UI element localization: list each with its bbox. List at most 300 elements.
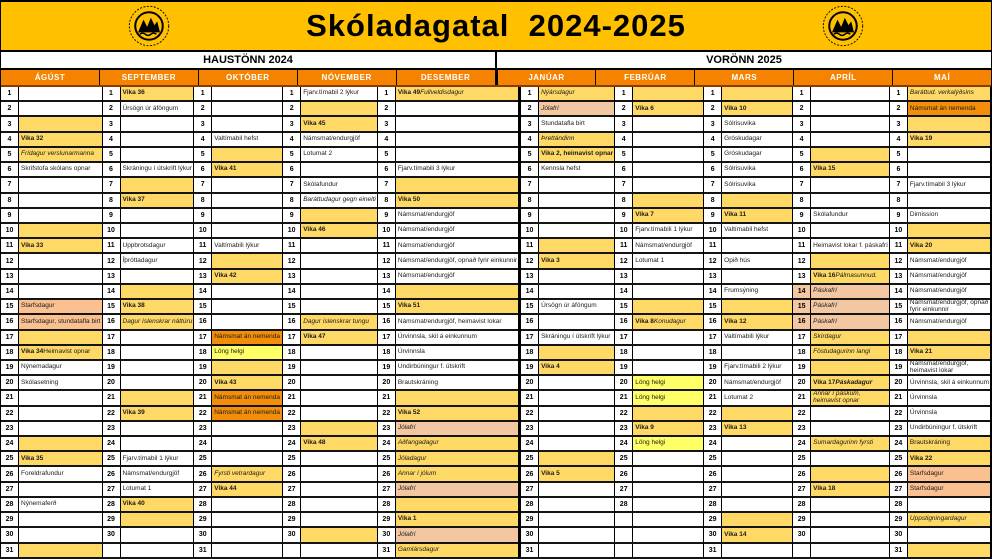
day-row xyxy=(103,315,194,330)
day-number: 2 xyxy=(793,102,811,115)
day-row xyxy=(103,148,194,163)
day-row xyxy=(194,270,282,285)
day-row xyxy=(103,209,194,224)
day-event-cell xyxy=(908,148,990,161)
day-number: 21 xyxy=(793,391,811,404)
day-number: 17 xyxy=(1,331,19,344)
day-row xyxy=(103,163,194,178)
day-event-cell: Vika 41 xyxy=(212,163,282,176)
day-event-cell xyxy=(539,178,614,191)
day-event-cell: Jóladagur xyxy=(396,452,518,465)
day-number: 30 xyxy=(1,528,19,541)
day-number: 12 xyxy=(521,254,539,267)
day-number: 2 xyxy=(103,102,121,115)
month-header-9: APRÍL xyxy=(794,70,893,85)
day-event-cell xyxy=(633,407,703,420)
day-row xyxy=(1,437,102,452)
day-number: 13 xyxy=(283,270,301,283)
day-row xyxy=(283,133,377,148)
day-event-cell xyxy=(539,528,614,541)
day-row xyxy=(194,194,282,209)
day-number: 31 xyxy=(194,544,212,557)
day-number: 26 xyxy=(521,467,539,480)
day-event-cell: Valtímabili lýkur xyxy=(212,239,282,252)
day-number: 13 xyxy=(194,270,212,283)
day-row xyxy=(1,209,102,224)
day-event-cell: Námsmat/endurgjöf xyxy=(396,270,518,283)
day-row xyxy=(1,467,102,482)
day-row xyxy=(194,391,282,406)
day-number: 3 xyxy=(194,117,212,130)
day-number: 12 xyxy=(704,254,722,267)
day-row xyxy=(194,513,282,528)
month-column-5 xyxy=(378,87,519,559)
day-row xyxy=(103,376,194,391)
day-number: 30 xyxy=(103,528,121,541)
day-number: 15 xyxy=(283,300,301,313)
day-row xyxy=(283,270,377,285)
day-number: 30 xyxy=(704,528,722,541)
day-number: 3 xyxy=(704,117,722,130)
day-number: 16 xyxy=(890,315,908,328)
day-number: 11 xyxy=(615,239,633,252)
day-event-cell xyxy=(121,331,194,344)
day-number: 29 xyxy=(378,513,396,526)
day-row xyxy=(103,133,194,148)
day-number: 26 xyxy=(615,467,633,480)
day-number: 3 xyxy=(890,117,908,130)
day-number: 10 xyxy=(890,224,908,237)
day-number: 30 xyxy=(890,528,908,541)
day-row xyxy=(890,361,990,376)
day-event-cell: Nýnemadagur xyxy=(19,361,102,374)
day-row xyxy=(615,331,703,346)
day-row xyxy=(793,437,889,452)
day-row xyxy=(283,163,377,178)
day-number: 19 xyxy=(615,361,633,374)
day-row xyxy=(793,254,889,269)
day-row xyxy=(890,544,990,559)
day-row xyxy=(1,361,102,376)
day-number: 6 xyxy=(103,163,121,176)
day-row xyxy=(890,407,990,422)
day-row xyxy=(704,315,792,330)
day-row xyxy=(890,376,990,391)
day-row xyxy=(521,422,614,437)
day-row xyxy=(378,148,518,163)
day-row xyxy=(194,163,282,178)
day-number: 28 xyxy=(521,498,539,511)
day-row xyxy=(194,133,282,148)
day-row xyxy=(793,544,889,559)
day-event-cell xyxy=(722,194,792,207)
day-event-cell xyxy=(121,285,194,298)
day-row xyxy=(283,376,377,391)
day-number: 22 xyxy=(283,407,301,420)
day-number: 9 xyxy=(194,209,212,222)
day-number: 29 xyxy=(521,513,539,526)
day-event-cell: Lotumat 1 xyxy=(633,254,703,267)
day-number xyxy=(615,513,633,526)
day-event-cell: Vika 51 xyxy=(396,300,518,313)
day-row xyxy=(793,331,889,346)
school-logo-icon xyxy=(127,4,171,48)
day-event-cell xyxy=(396,148,518,161)
day-row xyxy=(704,270,792,285)
day-row xyxy=(194,376,282,391)
day-row xyxy=(615,87,703,102)
day-number xyxy=(615,528,633,541)
day-row xyxy=(615,528,703,543)
day-number: 18 xyxy=(378,346,396,359)
day-event-cell: Námsmat/endurgjöf xyxy=(396,239,518,252)
day-number: 25 xyxy=(890,452,908,465)
day-event-cell xyxy=(301,285,377,298)
day-number: 7 xyxy=(1,178,19,191)
day-number: 9 xyxy=(283,209,301,222)
day-row xyxy=(194,528,282,543)
day-number: 8 xyxy=(521,194,539,207)
day-row xyxy=(793,422,889,437)
day-event-cell: Vika 5 xyxy=(539,467,614,480)
day-event-cell xyxy=(811,452,889,465)
day-row xyxy=(103,361,194,376)
day-number: 1 xyxy=(378,87,396,100)
day-row xyxy=(793,346,889,361)
day-number: 17 xyxy=(793,331,811,344)
day-row xyxy=(283,209,377,224)
day-event-cell: Starfsdagur xyxy=(908,483,990,496)
day-row xyxy=(283,315,377,330)
day-number: 8 xyxy=(378,194,396,207)
day-event-cell: Vika 40 xyxy=(121,498,194,511)
day-number: 25 xyxy=(103,452,121,465)
day-row xyxy=(793,178,889,193)
day-number: 18 xyxy=(1,346,19,359)
day-row xyxy=(521,528,614,543)
day-event-cell xyxy=(539,285,614,298)
day-row xyxy=(1,544,102,559)
day-row xyxy=(890,133,990,148)
day-row xyxy=(704,331,792,346)
day-event-cell: Námsmat án nemenda xyxy=(212,331,282,344)
day-event-cell: Skólafundur xyxy=(811,209,889,222)
day-number: 28 xyxy=(378,498,396,511)
day-number: 4 xyxy=(194,133,212,146)
day-event-cell xyxy=(811,498,889,511)
day-event-cell: Skráningu í útskrift lýkur xyxy=(121,163,194,176)
day-row xyxy=(283,437,377,452)
day-row xyxy=(615,498,703,513)
day-event-cell xyxy=(19,407,102,420)
day-row xyxy=(615,376,703,391)
day-number: 7 xyxy=(378,178,396,191)
day-event-cell: Námsmat/endurgjöf xyxy=(121,467,194,480)
day-event-cell: Vika 12 xyxy=(722,315,792,328)
day-event-cell xyxy=(633,361,703,374)
day-number: 12 xyxy=(615,254,633,267)
day-row xyxy=(194,452,282,467)
day-number: 12 xyxy=(378,254,396,267)
day-row xyxy=(615,148,703,163)
day-row xyxy=(521,331,614,346)
day-row xyxy=(704,178,792,193)
day-event-cell xyxy=(19,224,102,237)
day-event-cell xyxy=(539,224,614,237)
day-number: 29 xyxy=(890,513,908,526)
day-row xyxy=(521,315,614,330)
day-row xyxy=(704,361,792,376)
day-event-cell xyxy=(722,437,792,450)
day-row xyxy=(283,194,377,209)
day-number: 12 xyxy=(103,254,121,267)
day-event-cell xyxy=(633,178,703,191)
day-row xyxy=(1,376,102,391)
day-event-cell xyxy=(212,254,282,267)
day-event-cell xyxy=(212,437,282,450)
day-row xyxy=(283,391,377,406)
day-event-cell: Vika 2, heimavist opnar xyxy=(539,148,614,161)
day-row xyxy=(890,285,990,300)
day-event-cell xyxy=(301,361,377,374)
day-row xyxy=(283,254,377,269)
day-event-cell xyxy=(301,163,377,176)
day-number: 25 xyxy=(704,452,722,465)
day-row xyxy=(521,270,614,285)
month-column-10 xyxy=(890,87,991,559)
day-event-cell xyxy=(396,498,518,511)
day-number: 6 xyxy=(1,163,19,176)
day-row xyxy=(615,117,703,132)
day-number: 7 xyxy=(793,178,811,191)
day-row xyxy=(378,407,518,422)
day-row xyxy=(103,270,194,285)
day-row xyxy=(704,117,792,132)
day-event-cell xyxy=(19,513,102,526)
day-number: 21 xyxy=(890,391,908,404)
day-row xyxy=(378,544,518,559)
day-event-cell xyxy=(722,270,792,283)
day-event-cell xyxy=(811,87,889,100)
day-event-cell: Dagur íslenskrar náttúru xyxy=(121,315,194,328)
day-event-cell: Námsmat/endurgjöf xyxy=(908,254,990,267)
day-event-cell: Vika 44 xyxy=(212,483,282,496)
day-event-cell xyxy=(811,254,889,267)
day-number: 26 xyxy=(283,467,301,480)
day-row xyxy=(283,407,377,422)
day-number: 21 xyxy=(378,391,396,404)
day-number: 19 xyxy=(1,361,19,374)
month-header-10: MAÍ xyxy=(934,73,951,82)
day-number: 1 xyxy=(890,87,908,100)
day-number: 8 xyxy=(103,194,121,207)
day-event-cell xyxy=(539,194,614,207)
day-number: 24 xyxy=(103,437,121,450)
day-number: 16 xyxy=(704,315,722,328)
day-event-cell xyxy=(908,544,990,557)
day-number: 25 xyxy=(793,452,811,465)
day-number: 18 xyxy=(521,346,539,359)
day-number: 7 xyxy=(521,178,539,191)
day-row xyxy=(793,133,889,148)
day-number: 30 xyxy=(283,528,301,541)
day-row xyxy=(615,163,703,178)
day-number: 17 xyxy=(378,331,396,344)
day-row xyxy=(704,376,792,391)
day-number: 17 xyxy=(704,331,722,344)
day-event-cell xyxy=(396,102,518,115)
day-event-cell xyxy=(539,239,614,252)
month-column-8 xyxy=(704,87,793,559)
day-number: 28 xyxy=(283,498,301,511)
day-row xyxy=(103,224,194,239)
day-event-cell: Þrettándinn xyxy=(539,133,614,146)
day-number: 24 xyxy=(378,437,396,450)
day-number: 17 xyxy=(194,331,212,344)
day-event-cell: Skráningu í útskrift lýkur xyxy=(539,331,614,344)
day-row xyxy=(793,513,889,528)
day-event-cell xyxy=(19,544,102,557)
day-row xyxy=(283,239,377,254)
day-number: 13 xyxy=(1,270,19,283)
day-event-cell: Fjarv.tímabili 3 lýkur xyxy=(396,163,518,176)
day-event-cell: Foreldrafundur xyxy=(19,467,102,480)
day-row xyxy=(521,194,614,209)
day-row xyxy=(283,528,377,543)
day-number: 9 xyxy=(103,209,121,222)
day-row xyxy=(793,483,889,498)
month-header-3: OKTÓBER xyxy=(199,70,298,85)
day-event-cell xyxy=(722,300,792,313)
day-event-cell: Vika 8 Konudagur xyxy=(633,315,703,328)
day-event-cell: Námsmat án nemenda xyxy=(212,391,282,404)
day-number: 16 xyxy=(378,315,396,328)
day-row xyxy=(890,178,990,193)
day-number: 6 xyxy=(283,163,301,176)
day-event-cell: Starfsdagur xyxy=(908,467,990,480)
day-event-cell xyxy=(539,391,614,404)
day-event-cell: Fjarv.tímabili 1 lýkur xyxy=(633,224,703,237)
day-event-cell: Gamlársdagur xyxy=(396,544,518,557)
day-event-cell: Valtímabil hefst xyxy=(212,133,282,146)
day-number: 5 xyxy=(890,148,908,161)
day-row xyxy=(615,422,703,437)
day-row xyxy=(521,87,614,102)
day-event-cell xyxy=(722,467,792,480)
day-row xyxy=(283,452,377,467)
day-number: 12 xyxy=(1,254,19,267)
day-number: 25 xyxy=(1,452,19,465)
day-event-cell xyxy=(539,437,614,450)
day-event-cell: Skólasetning xyxy=(19,376,102,389)
day-row xyxy=(194,544,282,559)
day-number: 21 xyxy=(283,391,301,404)
day-row xyxy=(890,224,990,239)
day-event-cell: Starfsdagur xyxy=(19,300,102,313)
day-row xyxy=(103,331,194,346)
day-number: 4 xyxy=(283,133,301,146)
day-row xyxy=(283,498,377,513)
day-number: 7 xyxy=(194,178,212,191)
day-number: 23 xyxy=(890,422,908,435)
day-row xyxy=(793,270,889,285)
day-number: 28 xyxy=(704,498,722,511)
day-event-cell xyxy=(633,285,703,298)
day-number: 27 xyxy=(283,483,301,496)
page-title: Skóladagatal 2024-2025 xyxy=(306,8,686,43)
day-event-cell: Fjarv.tímabili 2 lýkur xyxy=(722,361,792,374)
day-event-cell xyxy=(301,391,377,404)
day-number: 5 xyxy=(615,148,633,161)
day-number: 26 xyxy=(793,467,811,480)
day-row xyxy=(103,239,194,254)
day-event-cell: Vika 33 xyxy=(19,239,102,252)
day-row xyxy=(283,422,377,437)
day-number: 20 xyxy=(793,376,811,389)
day-event-cell: Brautskráning xyxy=(908,437,990,450)
day-event-cell xyxy=(19,483,102,496)
day-row xyxy=(615,437,703,452)
day-row xyxy=(378,315,518,330)
day-event-cell: Námsmat/endurgjöf, opnað fyrir einkunnir xyxy=(909,300,989,313)
day-row xyxy=(283,87,377,102)
day-row xyxy=(103,483,194,498)
day-row xyxy=(793,467,889,482)
day-number: 25 xyxy=(378,452,396,465)
day-event-cell: Vika 42 xyxy=(212,270,282,283)
day-row xyxy=(521,148,614,163)
day-number xyxy=(103,544,121,557)
day-number: 23 xyxy=(103,422,121,435)
day-event-cell: Vika 19 xyxy=(908,133,990,146)
day-number: 27 xyxy=(521,483,539,496)
day-row xyxy=(890,102,990,117)
day-row xyxy=(378,498,518,513)
day-number: 4 xyxy=(890,133,908,146)
day-number: 27 xyxy=(615,483,633,496)
day-row xyxy=(194,407,282,422)
day-number: 16 xyxy=(521,315,539,328)
day-row xyxy=(283,361,377,376)
day-row xyxy=(378,467,518,482)
day-row xyxy=(103,194,194,209)
day-row xyxy=(1,513,102,528)
day-number: 14 xyxy=(1,285,19,298)
day-event-cell: Nýnemaferð xyxy=(19,498,102,511)
day-number: 24 xyxy=(1,437,19,450)
day-row xyxy=(103,528,194,543)
day-number: 22 xyxy=(194,407,212,420)
day-event-cell xyxy=(811,224,889,237)
day-number: 19 xyxy=(194,361,212,374)
day-event-cell xyxy=(19,254,102,267)
day-number: 27 xyxy=(378,483,396,496)
day-row xyxy=(1,452,102,467)
day-event-cell: Fjarv.tímabil 3 lýkur xyxy=(908,178,990,191)
day-number: 27 xyxy=(890,483,908,496)
day-event-cell: Úrvinnsla xyxy=(908,407,990,420)
day-row xyxy=(378,178,518,193)
day-number: 16 xyxy=(283,315,301,328)
day-number: 1 xyxy=(704,87,722,100)
day-number: 11 xyxy=(103,239,121,252)
day-row xyxy=(890,148,990,163)
day-number: 29 xyxy=(1,513,19,526)
day-row xyxy=(1,300,102,315)
day-event-cell: Jólafrí xyxy=(396,422,518,435)
day-row xyxy=(194,209,282,224)
day-number: 28 xyxy=(194,498,212,511)
